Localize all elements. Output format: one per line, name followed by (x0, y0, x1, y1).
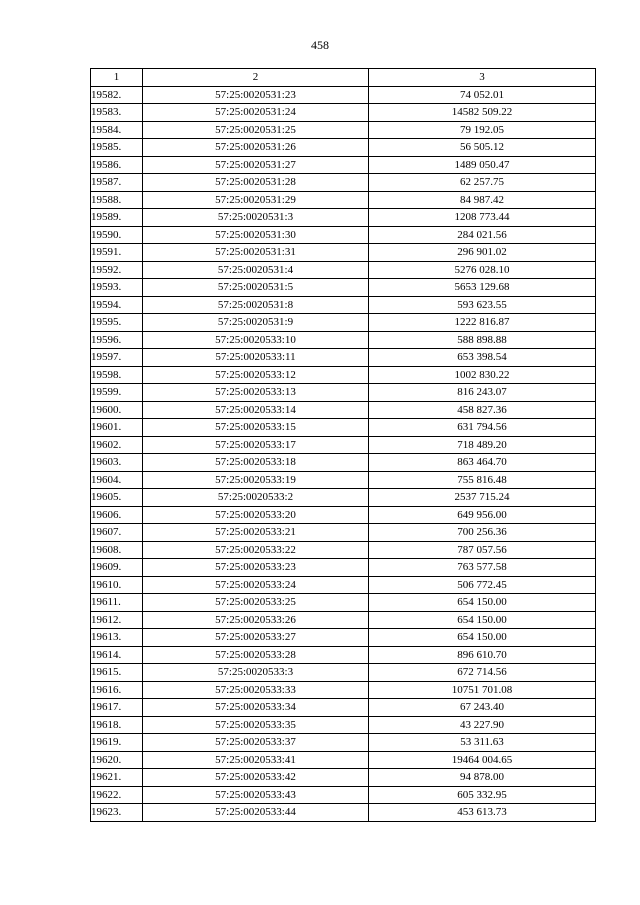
table-row (91, 139, 596, 157)
table-row (91, 769, 596, 787)
table-row (91, 594, 596, 612)
row-number: 19584. (91, 121, 143, 139)
column-header-3: 3 (369, 69, 596, 87)
cadastral-value: 56 505.12 (369, 139, 596, 157)
cadastral-value: 1002 830.22 (369, 366, 596, 384)
cadastral-value: 1222 816.87 (369, 314, 596, 332)
table-row (91, 156, 596, 174)
cadastral-number: 57:25:0020531:26 (143, 139, 369, 157)
cadastral-number: 57:25:0020531:9 (143, 314, 369, 332)
cadastral-value: 718 489.20 (369, 436, 596, 454)
row-number: 19611. (91, 594, 143, 612)
table-row (91, 121, 596, 139)
cadastral-value: 79 192.05 (369, 121, 596, 139)
cadastral-number: 57:25:0020533:24 (143, 576, 369, 594)
row-number: 19588. (91, 191, 143, 209)
table-row (91, 331, 596, 349)
cadastral-value: 816 243.07 (369, 384, 596, 402)
cadastral-value: 94 878.00 (369, 769, 596, 787)
row-number: 19604. (91, 471, 143, 489)
row-number: 19601. (91, 419, 143, 437)
row-number: 19597. (91, 349, 143, 367)
table-row (91, 541, 596, 559)
table-body (91, 86, 596, 821)
cadastral-value: 672 714.56 (369, 664, 596, 682)
cadastral-number: 57:25:0020533:12 (143, 366, 369, 384)
cadastral-number: 57:25:0020533:41 (143, 751, 369, 769)
cadastral-value: 588 898.88 (369, 331, 596, 349)
cadastral-value: 5276 028.10 (369, 261, 596, 279)
column-header-1: 1 (91, 69, 143, 87)
table-row (91, 786, 596, 804)
cadastral-number: 57:25:0020531:5 (143, 279, 369, 297)
cadastral-number: 57:25:0020533:14 (143, 401, 369, 419)
cadastral-value: 14582 509.22 (369, 104, 596, 122)
row-number: 19609. (91, 559, 143, 577)
table-row (91, 454, 596, 472)
row-number: 19593. (91, 279, 143, 297)
table-row (91, 401, 596, 419)
row-number: 19608. (91, 541, 143, 559)
cadastral-number: 57:25:0020533:19 (143, 471, 369, 489)
table-row (91, 349, 596, 367)
cadastral-value: 296 901.02 (369, 244, 596, 262)
table-header (91, 69, 596, 87)
cadastral-value: 593 623.55 (369, 296, 596, 314)
cadastral-value: 67 243.40 (369, 699, 596, 717)
cadastral-value-table (90, 68, 596, 822)
cadastral-value: 84 987.42 (369, 191, 596, 209)
cadastral-number: 57:25:0020531:28 (143, 174, 369, 192)
table-row (91, 314, 596, 332)
cadastral-value: 631 794.56 (369, 419, 596, 437)
table-row (91, 209, 596, 227)
cadastral-value: 654 150.00 (369, 629, 596, 647)
cadastral-value: 19464 004.65 (369, 751, 596, 769)
cadastral-value: 5653 129.68 (369, 279, 596, 297)
table-row (91, 524, 596, 542)
cadastral-number: 57:25:0020533:34 (143, 699, 369, 717)
cadastral-value: 1489 050.47 (369, 156, 596, 174)
cadastral-number: 57:25:0020533:3 (143, 664, 369, 682)
cadastral-number: 57:25:0020533:37 (143, 734, 369, 752)
table-row (91, 611, 596, 629)
table-row (91, 559, 596, 577)
row-number: 19605. (91, 489, 143, 507)
row-number: 19590. (91, 226, 143, 244)
cadastral-value: 53 311.63 (369, 734, 596, 752)
cadastral-number: 57:25:0020533:11 (143, 349, 369, 367)
row-number: 19592. (91, 261, 143, 279)
cadastral-number: 57:25:0020531:25 (143, 121, 369, 139)
row-number: 19599. (91, 384, 143, 402)
cadastral-value: 649 956.00 (369, 506, 596, 524)
cadastral-number: 57:25:0020533:33 (143, 681, 369, 699)
row-number: 19582. (91, 86, 143, 104)
cadastral-value: 74 052.01 (369, 86, 596, 104)
table-row (91, 384, 596, 402)
cadastral-number: 57:25:0020533:27 (143, 629, 369, 647)
cadastral-value: 896 610.70 (369, 646, 596, 664)
row-number: 19594. (91, 296, 143, 314)
table-row (91, 751, 596, 769)
table-row (91, 296, 596, 314)
table-row (91, 506, 596, 524)
table-row (91, 419, 596, 437)
cadastral-number: 57:25:0020531:27 (143, 156, 369, 174)
cadastral-number: 57:25:0020531:24 (143, 104, 369, 122)
row-number: 19617. (91, 699, 143, 717)
cadastral-number: 57:25:0020533:25 (143, 594, 369, 612)
cadastral-number: 57:25:0020533:21 (143, 524, 369, 542)
row-number: 19586. (91, 156, 143, 174)
cadastral-number: 57:25:0020533:2 (143, 489, 369, 507)
row-number: 19619. (91, 734, 143, 752)
table-row (91, 734, 596, 752)
column-header-2: 2 (143, 69, 369, 87)
row-number: 19620. (91, 751, 143, 769)
row-number: 19610. (91, 576, 143, 594)
table-row (91, 174, 596, 192)
cadastral-value: 2537 715.24 (369, 489, 596, 507)
table-row (91, 244, 596, 262)
cadastral-value: 863 464.70 (369, 454, 596, 472)
cadastral-number: 57:25:0020533:35 (143, 716, 369, 734)
row-number: 19618. (91, 716, 143, 734)
row-number: 19623. (91, 804, 143, 822)
row-number: 19606. (91, 506, 143, 524)
cadastral-number: 57:25:0020533:43 (143, 786, 369, 804)
row-number: 19613. (91, 629, 143, 647)
cadastral-value: 653 398.54 (369, 349, 596, 367)
row-number: 19598. (91, 366, 143, 384)
cadastral-number: 57:25:0020533:17 (143, 436, 369, 454)
cadastral-number: 57:25:0020533:28 (143, 646, 369, 664)
row-number: 19589. (91, 209, 143, 227)
cadastral-number: 57:25:0020533:23 (143, 559, 369, 577)
cadastral-value: 700 256.36 (369, 524, 596, 542)
cadastral-number: 57:25:0020533:42 (143, 769, 369, 787)
row-number: 19612. (91, 611, 143, 629)
cadastral-number: 57:25:0020531:4 (143, 261, 369, 279)
row-number: 19585. (91, 139, 143, 157)
table-row (91, 804, 596, 822)
cadastral-number: 57:25:0020533:18 (143, 454, 369, 472)
cadastral-value: 1208 773.44 (369, 209, 596, 227)
table-row (91, 646, 596, 664)
cadastral-number: 57:25:0020533:20 (143, 506, 369, 524)
table-row (91, 226, 596, 244)
cadastral-number: 57:25:0020531:8 (143, 296, 369, 314)
row-number: 19602. (91, 436, 143, 454)
row-number: 19595. (91, 314, 143, 332)
table-row (91, 86, 596, 104)
cadastral-value: 755 816.48 (369, 471, 596, 489)
row-number: 19614. (91, 646, 143, 664)
cadastral-number: 57:25:0020531:23 (143, 86, 369, 104)
row-number: 19591. (91, 244, 143, 262)
table-row (91, 471, 596, 489)
table-row (91, 576, 596, 594)
row-number: 19600. (91, 401, 143, 419)
page-number: 458 (311, 38, 329, 52)
cadastral-value: 453 613.73 (369, 804, 596, 822)
row-number: 19596. (91, 331, 143, 349)
table-row (91, 489, 596, 507)
cadastral-number: 57:25:0020531:3 (143, 209, 369, 227)
table-row (91, 716, 596, 734)
table-row (91, 664, 596, 682)
row-number: 19616. (91, 681, 143, 699)
cadastral-value: 787 057.56 (369, 541, 596, 559)
cadastral-value: 654 150.00 (369, 594, 596, 612)
row-number: 19615. (91, 664, 143, 682)
row-number: 19583. (91, 104, 143, 122)
cadastral-value: 43 227.90 (369, 716, 596, 734)
row-number: 19621. (91, 769, 143, 787)
cadastral-number: 57:25:0020533:13 (143, 384, 369, 402)
row-number: 19603. (91, 454, 143, 472)
cadastral-number: 57:25:0020531:31 (143, 244, 369, 262)
cadastral-value: 458 827.36 (369, 401, 596, 419)
table-row (91, 261, 596, 279)
table-row (91, 104, 596, 122)
table-row (91, 699, 596, 717)
cadastral-value: 62 257.75 (369, 174, 596, 192)
cadastral-number: 57:25:0020533:26 (143, 611, 369, 629)
cadastral-number: 57:25:0020533:44 (143, 804, 369, 822)
cadastral-value: 763 577.58 (369, 559, 596, 577)
cadastral-value: 506 772.45 (369, 576, 596, 594)
cadastral-value: 284 021.56 (369, 226, 596, 244)
row-number: 19607. (91, 524, 143, 542)
cadastral-number: 57:25:0020533:10 (143, 331, 369, 349)
row-number: 19587. (91, 174, 143, 192)
cadastral-number: 57:25:0020533:15 (143, 419, 369, 437)
cadastral-value: 605 332.95 (369, 786, 596, 804)
cadastral-number: 57:25:0020531:30 (143, 226, 369, 244)
cadastral-value: 10751 701.08 (369, 681, 596, 699)
table-row (91, 436, 596, 454)
table-row (91, 681, 596, 699)
header-row (91, 69, 596, 87)
cadastral-number: 57:25:0020533:22 (143, 541, 369, 559)
table-row (91, 629, 596, 647)
row-number: 19622. (91, 786, 143, 804)
cadastral-number: 57:25:0020531:29 (143, 191, 369, 209)
table-row (91, 191, 596, 209)
cadastral-value: 654 150.00 (369, 611, 596, 629)
table-row (91, 366, 596, 384)
table-row (91, 279, 596, 297)
